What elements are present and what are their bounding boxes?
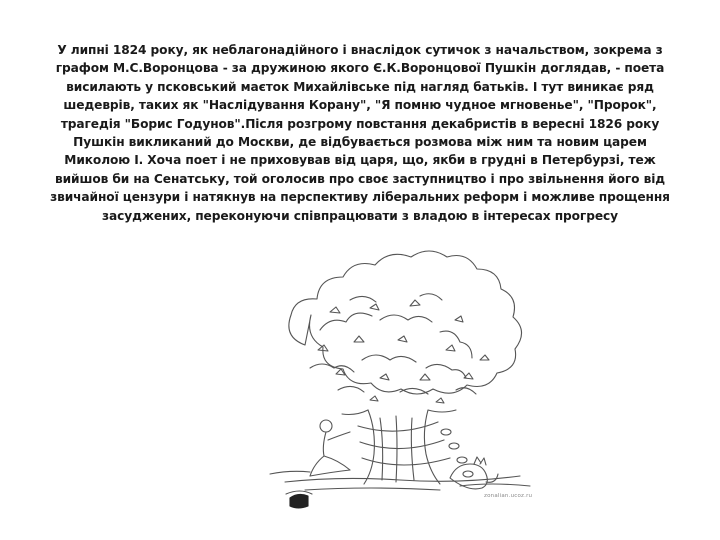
foreground-object xyxy=(286,491,312,508)
body-paragraph: У липні 1824 року, як неблагонадійного і внаслідок сутичок з начальством, зокрема з графом М.С.Воронцова - за дружиною якого Є.К.Воронцової Пушкін доглядав, - поета висилають у псковський маєток Михайлівське під нагляд батьків. І тут виникає ряд шедеврів, таких як "Наслідування Корану", "Я помню чудное мгновенье", "Пророк", трагедія "Борис Годунов".Після розгрому повстання декабристів в вересні 1826 року Пушкін викликаний до Москви, де відбувається розмова між ним та новим царем Миколою І. Хоча поет і не приховував від царя, що, якби в грудні в Петербурзі, теж вийшов би на Сенатську, той оголосив про своє заступництво і про звільнення його від звичайної цензури і натякнув на перспективу ліберальних реформ і можливе прощення засуджених, переконуючи співпрацювати з владою в інтересах прогресу xyxy=(50,43,670,223)
oak-tree-illustration xyxy=(250,250,550,510)
oak-tree-drawing xyxy=(250,250,550,510)
seated-figure xyxy=(310,420,350,476)
ground-lines xyxy=(270,471,530,490)
tree-trunk xyxy=(342,410,456,484)
watermark-source: zonalian.ucoz.ru xyxy=(484,493,533,499)
tree-crown xyxy=(289,251,522,403)
